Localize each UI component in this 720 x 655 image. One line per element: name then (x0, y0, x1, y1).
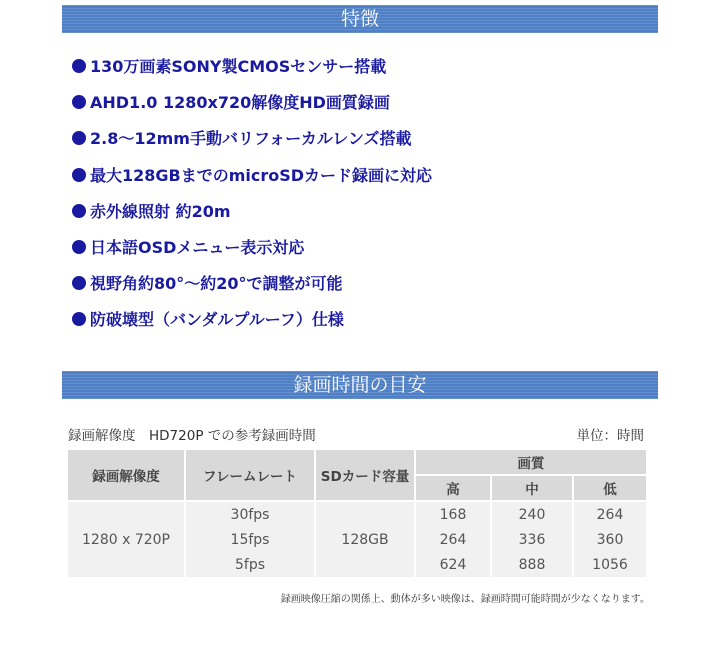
cell-hours: 336 (492, 527, 574, 552)
cell-fps: 15fps (186, 527, 316, 552)
unit-label: 単位：時間 (576, 428, 644, 444)
cell-hours: 360 (574, 527, 646, 552)
table-row (68, 502, 646, 527)
feature-item (72, 197, 672, 233)
feature-list (72, 52, 672, 342)
feature-item (72, 269, 672, 305)
bullet-icon (72, 131, 86, 145)
header-quality-high: 高 (416, 476, 492, 502)
feature-text: 最大128GBまでのmicroSDカード録画に対応 (90, 165, 433, 185)
bullet-icon (72, 95, 86, 109)
section-title-recording-time: 録画時間の目安 (62, 371, 658, 399)
header-framerate: フレームレート (186, 450, 316, 502)
feature-item (72, 305, 672, 341)
bullet-icon (72, 312, 86, 326)
bullet-icon (72, 204, 86, 218)
cell-fps: 5fps (186, 552, 316, 577)
cell-hours: 624 (416, 552, 492, 577)
feature-text: 2.8～12mm手動バリフォーカルレンズ搭載 (90, 129, 412, 149)
cell-hours: 888 (492, 552, 574, 577)
cell-hours: 240 (492, 502, 574, 527)
cell-fps: 30fps (186, 502, 316, 527)
bullet-icon (72, 168, 86, 182)
feature-text: 赤外線照射 約20m (90, 201, 231, 221)
feature-item (72, 88, 672, 124)
feature-text: 130万画素SONY製CMOSセンサー搭載 (90, 57, 387, 76)
header-resolution: 録画解像度 (68, 450, 186, 502)
feature-text: AHD1.0 1280x720解像度HD画質録画 (90, 93, 390, 113)
header-quality-medium: 中 (492, 476, 574, 502)
feature-item (72, 52, 672, 88)
header-quality-low: 低 (574, 476, 646, 502)
feature-text: 防破壊型（バンダルプルーフ）仕様 (90, 310, 344, 330)
cell-hours: 1056 (574, 552, 646, 577)
feature-item (72, 124, 672, 160)
section-title-features: 特徴 (62, 5, 658, 33)
header-quality: 画質 (416, 450, 646, 476)
cell-hours: 264 (574, 502, 646, 527)
footnote: 録画映像圧縮の関係上、動体が多い映像は、録画時間可能時間が少なくなります。 (280, 594, 650, 605)
bullet-icon (72, 240, 86, 254)
cell-capacity: 128GB (316, 502, 416, 577)
feature-text: 日本語OSDメニュー表示対応 (90, 237, 305, 257)
feature-text: 視野角約80°～約20°で調整が可能 (90, 274, 343, 294)
feature-item (72, 233, 672, 269)
cell-resolution: 1280 x 720P (68, 502, 186, 577)
bullet-icon (72, 276, 86, 290)
table-caption: 録画解像度 HD720P での参考録画時間 (68, 428, 316, 444)
feature-item (72, 161, 672, 197)
cell-hours: 264 (416, 527, 492, 552)
recording-time-table (68, 450, 646, 577)
header-capacity: SDカード容量 (316, 450, 416, 502)
bullet-icon (72, 59, 86, 73)
cell-hours: 168 (416, 502, 492, 527)
